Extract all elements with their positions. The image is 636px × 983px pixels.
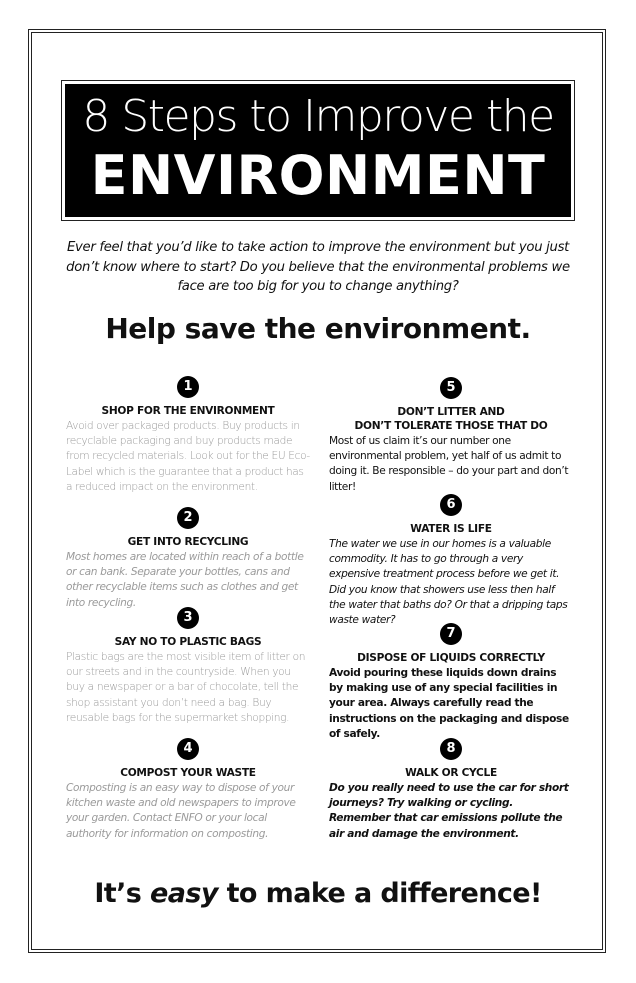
step-1 [66, 376, 310, 495]
step-text: Most homes are located within reach of a bottle or can bank. Separate your bottles, cans and other recyclable items such as clothes and get into recycling. [66, 551, 304, 609]
step-title: WATER IS LIFE [410, 523, 492, 535]
step-number-badge: 2 [177, 507, 199, 529]
step-text: Avoid pouring these liquids down drains by making use of any special facilities in your area. Always carefully read the instructions on the packaging and dispose of safely. [329, 667, 569, 740]
closing-tagline [40, 872, 596, 916]
step-text: Avoid over packaged products. Buy products in recyclable packaging and buy products made from recycled materials. Look out for the EU Eco-Label which is the guarantee that a product has a reduced impact on the environment. [66, 420, 310, 493]
step-3 [66, 607, 310, 726]
step-number-badge: 8 [440, 738, 462, 760]
tagline-end: to make a difference! [217, 878, 542, 909]
step-text: Composting is an easy way to dispose of your kitchen waste and old newspapers to improve your garden. Contact ENFO or your local authority for information on composting. [66, 782, 296, 840]
step-title: WALK OR CYCLE [405, 767, 497, 779]
help-heading: Help save the environment. [105, 312, 531, 345]
step-4 [66, 738, 310, 842]
step-number-badge: 7 [440, 623, 462, 645]
tagline-start: It’s [94, 878, 151, 909]
step-5 [329, 377, 573, 495]
title-line-1: 8 Steps to Improve the [82, 91, 554, 142]
title-line-2: ENVIRONMENT [90, 144, 546, 207]
step-title: SAY NO TO PLASTIC BAGS [114, 636, 262, 648]
step-title: COMPOST YOUR WASTE [120, 767, 256, 779]
step-text: Most of us claim it’s our number one environmental problem, yet half of us admit to doing it. Be responsible – do your part and don’t litter! [329, 435, 569, 493]
intro-text: Ever feel that you’d like to take action to improve the environment but you just don’t know where to start? Do you believe that the environmental problems we face are too big for you to change anything? [66, 240, 570, 294]
step-number-badge: 3 [177, 607, 199, 629]
step-title: SHOP FOR THE ENVIRONMENT [101, 405, 275, 417]
step-8 [329, 738, 573, 842]
step-number-badge: 5 [440, 377, 462, 399]
step-text: The water we use in our homes is a valuable commodity. It has to go through a very expensive treatment process before we get it. Did you know that showers use less then half the water that baths do? Or that a dripping taps waste water? [329, 538, 568, 627]
tagline-emphasis: easy [150, 878, 218, 909]
step-text: Do you really need to use the car for short journeys? Try walking or cycling. Remember that car emissions pollute the air and damage the environment. [329, 782, 569, 840]
step-title: GET INTO RECYCLING [127, 536, 249, 548]
step-number-badge: 6 [440, 494, 462, 516]
step-text: Plastic bags are the most visible item of litter on our streets and in the countryside. When you buy a newspaper or a bar of chocolate, tell the shop assistant you don’t need a bag. Buy reusable bags for the supermarket shopping. [66, 651, 306, 724]
step-7 [329, 623, 573, 742]
step-2 [66, 507, 310, 611]
step-title-line-2: DON’T TOLERATE THOSE THAT DO [354, 420, 548, 432]
step-title-line-1: DON’T LITTER AND [397, 406, 505, 418]
step-6 [329, 494, 573, 628]
step-number-badge: 4 [177, 738, 199, 760]
step-number-badge: 1 [177, 376, 199, 398]
step-title: DISPOSE OF LIQUIDS CORRECTLY [357, 652, 545, 664]
title-banner [65, 84, 571, 217]
